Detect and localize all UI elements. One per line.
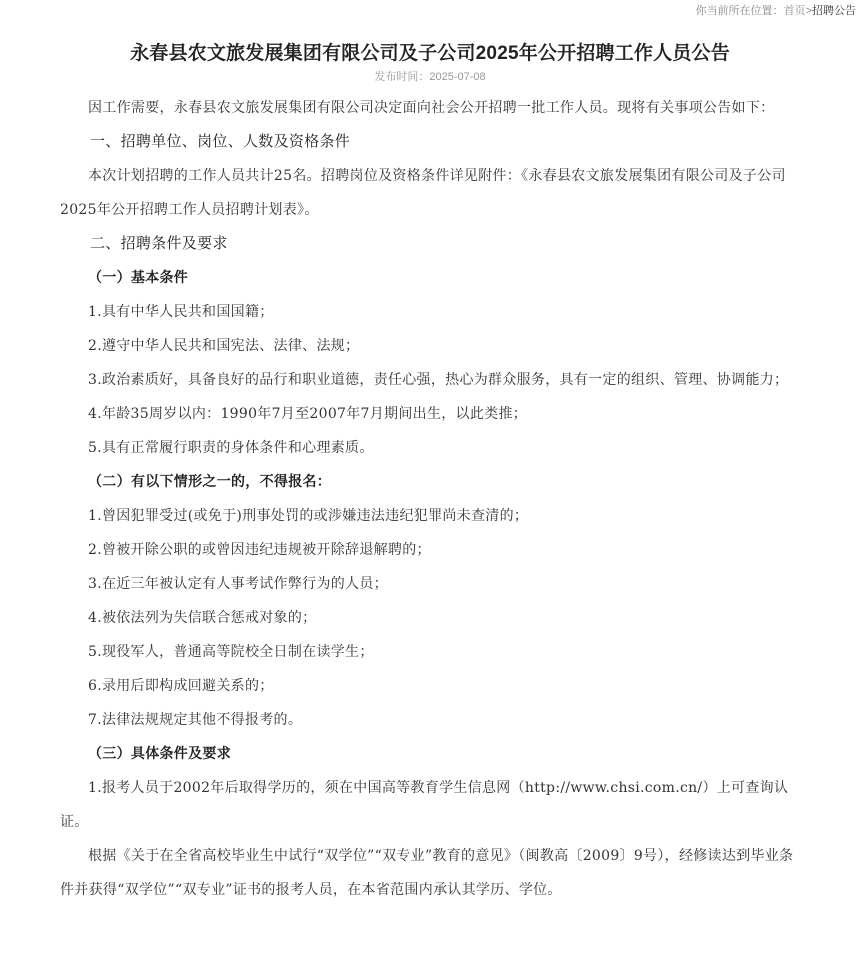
exclusion-item: 7.法律法规规定其他不得报考的。 (88, 712, 303, 728)
exclusion-heading: （二）有以下情形之一的，不得报名： (88, 474, 332, 490)
basic-item: 3.政治素质好，具备良好的品行和职业道德，责任心强，热心为群众服务，具有一定的组织、管理、协调能力； (88, 372, 789, 388)
breadcrumb (696, 2, 856, 18)
exclusion-item: 1.曾因犯罪受过(或免于)刑事处罚的或涉嫌违法违纪犯罪尚未查清的； (88, 508, 529, 524)
breadcrumb-home-link[interactable]: 首页 (783, 5, 806, 17)
exclusion-item: 5.现役军人，普通高等院校全日制在读学生； (88, 644, 374, 660)
exclusion-item: 3.在近三年被认定有人事考试作弊行为的人员； (88, 576, 388, 592)
basic-item: 2.遵守中华人民共和国宪法、法律、法规； (88, 338, 360, 354)
breadcrumb-current: 招聘公告 (812, 5, 856, 17)
basic-item: 5.具有正常履行职责的身体条件和心理素质。 (88, 440, 374, 456)
specific-item: 1.报考人员于2002年后取得学历的，须在中国高等教育学生信息网（http://www.chsi.com.cn/）上可查询认证。 (60, 780, 789, 830)
breadcrumb-separator: > (805, 5, 812, 17)
section1-heading: 一、招聘单位、岗位、人数及资格条件 (90, 133, 351, 150)
breadcrumb-prefix: 你当前所在位置： (695, 5, 784, 17)
exclusion-item: 6.录用后即构成回避关系的； (88, 678, 274, 694)
basic-item: 4.年龄35周岁以内：1990年7月至2007年7月期间出生，以此类推； (88, 406, 528, 422)
intro-paragraph: 因工作需要，永春县农文旅发展集团有限公司决定面向社会公开招聘一批工作人员。现将有关事项公告如下： (88, 100, 775, 116)
section2-heading: 二、招聘条件及要求 (90, 235, 228, 252)
specific-item: 根据《关于在全省高校毕业生中试行“双学位”“双专业”教育的意见》（闽教高〔2009〕9号），经修读达到毕业条件并获得“双学位”“双专业”证书的报考人员，在本省范围内承认其学历、学位。 (60, 848, 794, 898)
section1-paragraph: 本次计划招聘的工作人员共计25名。招聘岗位及资格条件详见附件：《永春县农文旅发展集团有限公司及子公司2025年公开招聘工作人员招聘计划表》。 (60, 168, 786, 218)
page-title: 永春县农文旅发展集团有限公司及子公司2025年公开招聘工作人员公告 (130, 43, 730, 64)
basic-conditions-heading: （一）基本条件 (88, 270, 189, 286)
exclusion-item: 4.被依法列为失信联合惩戒对象的； (88, 610, 317, 626)
exclusion-item: 2.曾被开除公职的或曾因违纪违规被开除辞退解聘的； (88, 542, 431, 558)
specific-conditions-heading: （三）具体条件及要求 (88, 746, 231, 762)
basic-item: 1.具有中华人民共和国国籍； (88, 304, 274, 320)
article-body (60, 91, 800, 907)
publish-date: 发布时间：2025-07-08 (374, 71, 486, 83)
